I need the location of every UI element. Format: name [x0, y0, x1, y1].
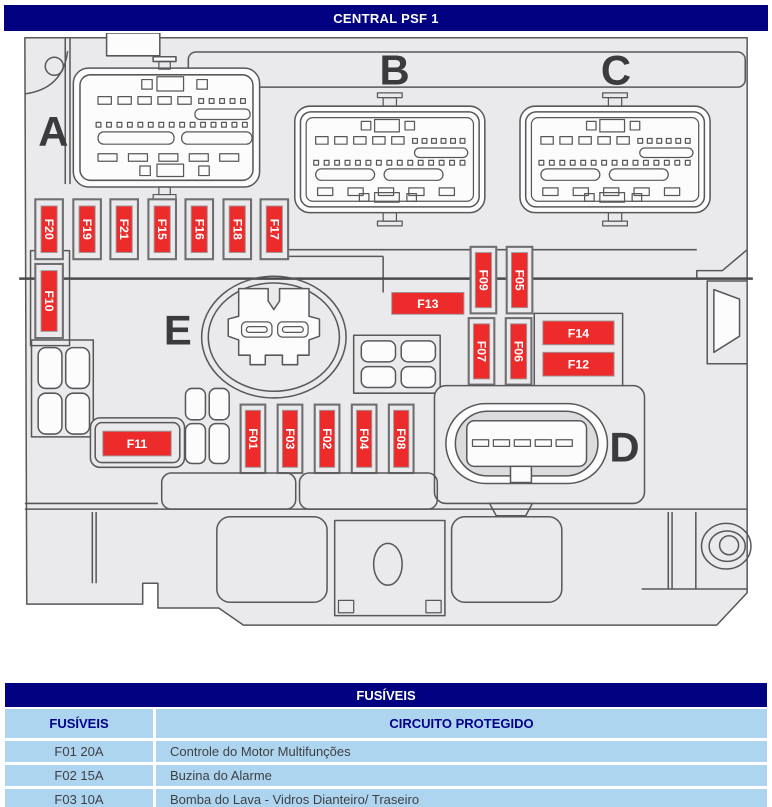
fuse-table — [5, 683, 767, 807]
connector-b — [295, 106, 485, 212]
svg-text:F06: F06 — [511, 340, 526, 363]
circuit-cell: Controle do Motor Multifunções — [170, 744, 351, 759]
svg-text:F01: F01 — [245, 428, 260, 450]
table-row — [5, 765, 767, 786]
svg-text:F20: F20 — [42, 218, 57, 240]
column-header-circuit: CIRCUITO PROTEGIDO — [389, 716, 534, 731]
fuse-f02 — [315, 405, 340, 473]
svg-text:F10: F10 — [42, 290, 57, 312]
fuse-f15 — [148, 199, 176, 259]
connector-d-label: D — [609, 423, 640, 471]
svg-text:F15: F15 — [155, 218, 170, 240]
fuse-table-header-row — [5, 709, 767, 738]
fuse-f09 — [471, 247, 497, 314]
circuit-cell: Bomba do Lava - Vidros Dianteiro/ Traseiro — [170, 792, 420, 807]
svg-text:F09: F09 — [476, 269, 491, 291]
table-row — [5, 789, 767, 807]
label-bar — [188, 52, 745, 87]
circuit-cell: Buzina do Alarme — [170, 768, 272, 783]
connector-b-label: B — [379, 46, 410, 94]
fuse-f16 — [185, 199, 213, 259]
svg-text:F07: F07 — [474, 340, 489, 363]
fuse-f07 — [469, 318, 495, 385]
svg-text:F16: F16 — [192, 218, 207, 240]
svg-text:F05: F05 — [512, 269, 527, 291]
fuse-f21 — [110, 199, 138, 259]
connector-c — [520, 106, 710, 212]
connector-a-label: A — [38, 108, 69, 156]
connector-c-label: C — [600, 46, 632, 94]
svg-text:F11: F11 — [126, 437, 148, 452]
table-row — [5, 741, 767, 762]
header-bar — [4, 5, 768, 31]
fuse-f01 — [241, 405, 266, 473]
svg-text:F19: F19 — [80, 218, 95, 240]
svg-text:F18: F18 — [230, 218, 245, 240]
svg-text:F08: F08 — [394, 428, 409, 450]
connector-a — [73, 68, 259, 187]
fuse-f06 — [506, 318, 532, 385]
fuse-f19 — [73, 199, 101, 259]
top-tab — [107, 33, 160, 56]
fuse-f20 — [35, 199, 63, 259]
fuse-f03 — [278, 405, 303, 473]
fuse-f17 — [261, 199, 289, 259]
header-title: CENTRAL PSF 1 — [333, 10, 439, 26]
fuse-cell: F03 10A — [5, 789, 156, 807]
svg-text:F21: F21 — [117, 218, 132, 240]
fuse-f11 — [90, 418, 184, 467]
fuse-f13 — [392, 292, 464, 314]
connector-e-label: E — [163, 306, 192, 354]
fuse-f14 — [543, 321, 614, 345]
fuse-f10 — [35, 264, 63, 338]
fuse-table-title: FUSÍVEIS — [5, 683, 767, 707]
svg-text:F14: F14 — [567, 326, 590, 341]
fuse-f12 — [543, 352, 614, 376]
svg-text:F02: F02 — [320, 428, 335, 450]
svg-text:F04: F04 — [357, 428, 372, 450]
fuse-f08 — [389, 405, 414, 473]
svg-text:F12: F12 — [567, 357, 590, 372]
fuse-cell: F02 15A — [5, 765, 156, 786]
svg-text:F13: F13 — [417, 296, 439, 311]
svg-text:F17: F17 — [267, 218, 282, 240]
fuse-f04 — [352, 405, 377, 473]
column-header-fuses: FUSÍVEIS — [5, 709, 156, 738]
fuse-cell: F01 20A — [5, 741, 156, 762]
svg-text:F03: F03 — [283, 428, 298, 450]
fuse-f05 — [507, 247, 533, 314]
fusebox-diagram — [0, 33, 772, 665]
fuse-f18 — [223, 199, 251, 259]
